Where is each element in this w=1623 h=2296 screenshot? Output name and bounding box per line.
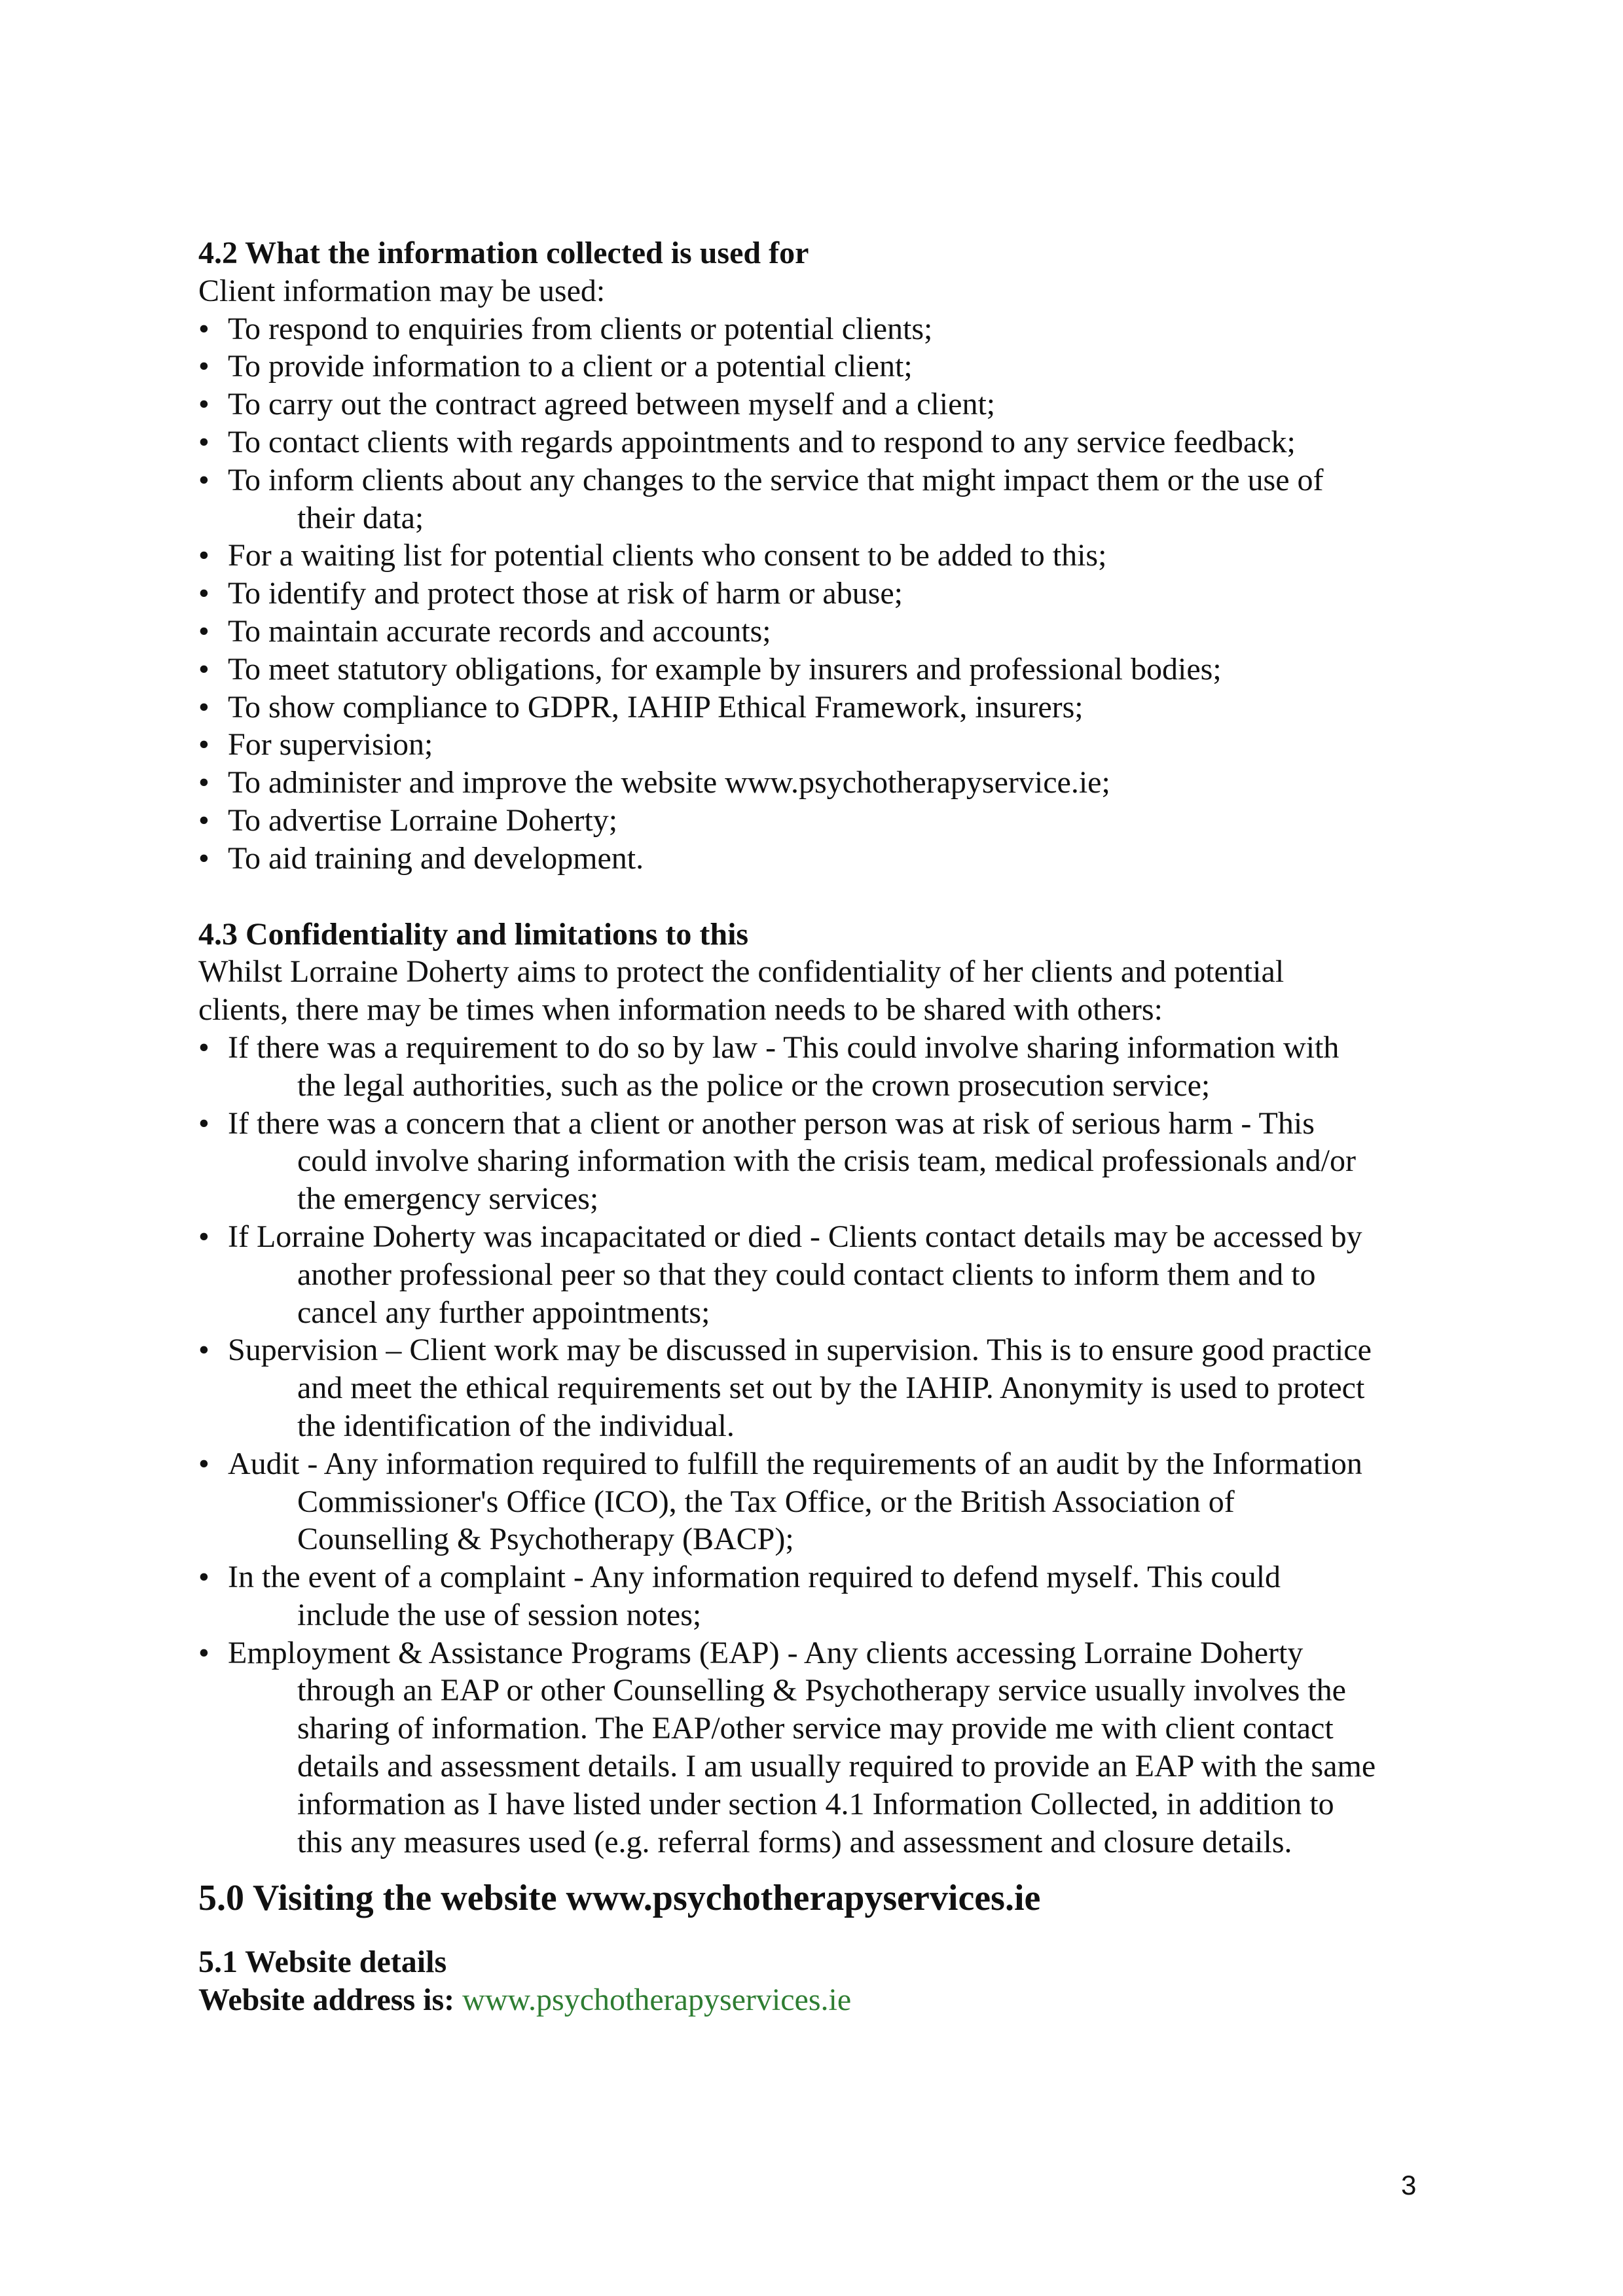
section-4-2-list-item — [198, 802, 1442, 840]
section-4-3-list-item-continuation: the identification of the individual. — [297, 1408, 735, 1443]
section-4-3-list-item — [198, 1105, 1442, 1218]
section-5-1-heading: 5.1 Website details — [198, 1945, 447, 1980]
bullet-icon: • — [198, 462, 210, 497]
section-4-2-list-item — [198, 423, 1442, 461]
section-4-3-list-item-continuation: the legal authorities, such as the police or the crown prosecution service; — [297, 1067, 1211, 1103]
section-4-3-list-item-continuation: sharing of information. The EAP/other service may provide me with client contact — [297, 1711, 1334, 1746]
section-4-3-list-item-text: Supervision – Client work may be discussed in supervision. This is to ensure good practice — [228, 1333, 1372, 1368]
section-4-3-list-item-text: If there was a concern that a client or another person was at risk of serious harm - This — [228, 1105, 1315, 1141]
page-number: 3 — [1401, 2170, 1417, 2200]
bullet-icon: • — [198, 651, 210, 687]
section-4-2-list-item — [198, 651, 1442, 689]
section-4-2-list-item-text: To show compliance to GDPR, IAHIP Ethical Framework, insurers; — [228, 689, 1084, 725]
section-4-3-list-item-text: Audit - Any information required to fulfill the requirements of an audit by the Information — [228, 1446, 1362, 1481]
section-4-3-intro-line-1: Whilst Lorraine Doherty aims to protect the confidentiality of her clients and potential — [198, 954, 1285, 990]
section-4-3-list-item-continuation: information as I have listed under section 4.1 Information Collected, in addition to — [297, 1786, 1334, 1821]
bullet-icon: • — [198, 1333, 210, 1368]
bullet-icon: • — [198, 538, 210, 573]
section-4-2-list-item-text: To maintain accurate records and accounts; — [228, 613, 771, 649]
section-4-3-list-item-continuation: through an EAP or other Counselling & Psychotherapy service usually involves the — [297, 1673, 1346, 1708]
section-4-3-list-item — [198, 1331, 1442, 1444]
section-4-2-list-item-text: To inform clients about any changes to the service that might impact them or the use of — [228, 462, 1324, 497]
section-4-2-list-item-text: To administer and improve the website www.psychotherapyservice.ie; — [228, 765, 1110, 800]
section-4-2-list-item-text: For supervision; — [228, 727, 433, 762]
section-4-2-list-item — [198, 840, 1442, 878]
section-4-3-list-item-continuation: this any measures used (e.g. referral forms) and assessment and closure details. — [297, 1824, 1292, 1859]
section-4-2-list-item-text: To identify and protect those at risk of harm or abuse; — [228, 576, 903, 611]
section-4-2-list-item — [198, 310, 1442, 348]
bullet-icon: • — [198, 424, 210, 459]
section-4-2-list-item — [198, 537, 1442, 575]
section-4-3-list-item — [198, 1218, 1442, 1331]
section-5-0-heading: 5.0 Visiting the website www.psychotherapyservices.ie — [198, 1878, 1041, 1919]
section-4-3-list-item — [198, 1029, 1442, 1105]
section-4-2-list-item-text: For a waiting list for potential clients who consent to be added to this; — [228, 538, 1107, 573]
section-4-3-list-item-text: If Lorraine Doherty was incapacitated or died - Clients contact details may be accessed by — [228, 1219, 1362, 1254]
section-4-3-intro-line-2: clients, there may be times when information needs to be shared with others: — [198, 992, 1163, 1028]
section-4-3-heading: 4.3 Confidentiality and limitations to this — [198, 916, 749, 952]
section-4-3-list-item-continuation: the emergency services; — [297, 1181, 599, 1217]
section-4-2-list-item-text: To aid training and development. — [228, 840, 644, 876]
section-4-2-list-item-text: To provide information to a client or a potential client; — [228, 349, 913, 384]
section-4-2-list-item-text: To respond to enquiries from clients or potential clients; — [228, 311, 933, 346]
section-4-3-list-item-continuation: include the use of session notes; — [297, 1597, 702, 1632]
section-4-3-list-item-continuation: Counselling & Psychotherapy (BACP); — [297, 1522, 794, 1557]
section-4-3-list-item-continuation: cancel any further appointments; — [297, 1295, 710, 1330]
bullet-icon: • — [198, 387, 210, 422]
section-4-2-list-item — [198, 386, 1442, 423]
section-4-3-list-item — [198, 1558, 1442, 1634]
bullet-icon: • — [198, 1560, 210, 1595]
section-4-3-list-item-continuation: details and assessment details. I am usually required to provide an EAP with the same — [297, 1749, 1376, 1784]
section-4-2-list-item-text: To meet statutory obligations, for example by insurers and professional bodies; — [228, 651, 1222, 687]
section-4-2-list-item — [198, 613, 1442, 651]
bullet-icon: • — [198, 840, 210, 876]
section-4-2-list-item — [198, 575, 1442, 613]
section-4-2-list — [198, 310, 1442, 878]
bullet-icon: • — [198, 1635, 210, 1670]
bullet-icon: • — [198, 1105, 210, 1141]
section-4-3-list-item-continuation: and meet the ethical requirements set out by the IAHIP. Anonymity is used to protect — [297, 1371, 1365, 1406]
page-content — [198, 234, 1442, 2019]
section-4-2-list-item — [198, 461, 1442, 537]
website-link[interactable]: www.psychotherapyservices.ie — [462, 1982, 852, 2018]
section-4-3-list-item-text: If there was a requirement to do so by law - This could involve sharing information with — [228, 1030, 1340, 1065]
bullet-icon: • — [198, 311, 210, 346]
section-4-2-intro: Client information may be used: — [198, 273, 606, 308]
bullet-icon: • — [198, 1446, 210, 1481]
bullet-icon: • — [198, 1219, 210, 1254]
section-4-3-list-item-text: In the event of a complaint - Any information required to defend myself. This could — [228, 1560, 1281, 1595]
section-4-3-list-item — [198, 1634, 1442, 1861]
bullet-icon: • — [198, 727, 210, 762]
section-4-2-list-item — [198, 348, 1442, 386]
section-4-3-list — [198, 1029, 1442, 1861]
section-4-3-list-item — [198, 1445, 1442, 1558]
section-4-3-list-item-text: Employment & Assistance Programs (EAP) - Any clients accessing Lorraine Doherty — [228, 1635, 1304, 1670]
section-4-3-list-item-continuation: could involve sharing information with the crisis team, medical professionals and/or — [297, 1143, 1356, 1179]
section-4-2-list-item-continuation: their data; — [297, 500, 424, 535]
bullet-icon: • — [198, 802, 210, 838]
bullet-icon: • — [198, 689, 210, 725]
section-4-2-list-item-text: To contact clients with regards appointments and to respond to any service feedback; — [228, 424, 1296, 459]
bullet-icon: • — [198, 349, 210, 384]
bullet-icon: • — [198, 576, 210, 611]
website-address-label: Website address is: — [198, 1982, 455, 2018]
section-4-2-list-item-text: To carry out the contract agreed between myself and a client; — [228, 387, 996, 422]
bullet-icon: • — [198, 765, 210, 800]
website-address-line — [198, 1981, 1442, 2019]
section-4-3-list-item-continuation: another professional peer so that they could contact clients to inform them and to — [297, 1257, 1316, 1292]
bullet-icon: • — [198, 1030, 210, 1065]
section-4-3-list-item-continuation: Commissioner's Office (ICO), the Tax Office, or the British Association of — [297, 1484, 1235, 1519]
section-4-2-list-item — [198, 764, 1442, 802]
section-4-2-list-item — [198, 689, 1442, 726]
section-4-2-list-item-text: To advertise Lorraine Doherty; — [228, 802, 618, 838]
bullet-icon: • — [198, 613, 210, 649]
section-4-2-heading: 4.2 What the information collected is used for — [198, 236, 809, 270]
section-4-2-list-item — [198, 726, 1442, 764]
